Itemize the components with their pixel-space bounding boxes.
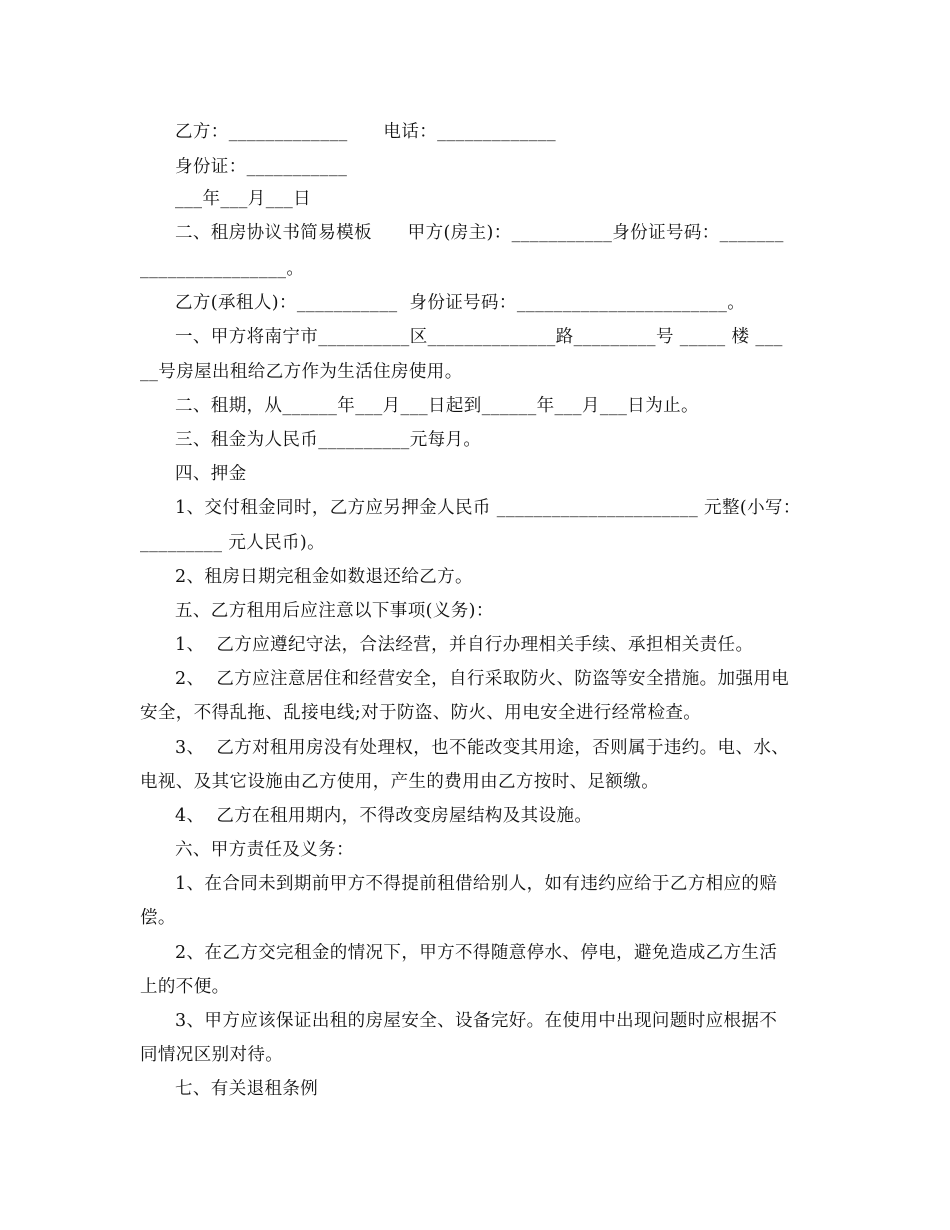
paragraph-line: 安全，不得乱拖、乱接电线;对于防盗、防火、用电安全进行经常检查。 [140, 703, 702, 723]
obligation-item-2: 2、 乙方应注意居住和经营安全，自行采取防火、防盗等安全措施。加强用电 [175, 669, 790, 689]
paragraph-line: 同情况区别对待。 [140, 1045, 284, 1065]
paragraph-line: 上的不便。 [140, 977, 230, 997]
clause-1-line: 一、甲方将南宁市__________区______________路_________号 _____ 楼 ___ [175, 327, 783, 347]
clause-4-deposit-heading: 四、押金 [175, 464, 247, 484]
paragraph-line: ________________。 [140, 259, 305, 279]
id-card-line: 身份证：___________ [175, 157, 348, 177]
clause-3-rent: 三、租金为人民币__________元每月。 [175, 430, 482, 450]
paragraph-line: __号房屋出租给乙方作为生活住房使用。 [140, 362, 463, 382]
clause-7-heading: 七、有关退租条例 [175, 1079, 319, 1099]
deposit-item-2: 2、租房日期完租金如数退还给乙方。 [175, 567, 473, 587]
obligation-item-1: 1、 乙方应遵纪守法，合法经营，并自行办理相关手续、承担相关责任。 [175, 635, 754, 655]
party-b-phone-line: 乙方：_____________ 电话：_____________ [175, 122, 557, 142]
landlord-item-3: 3、甲方应该保证出租的房屋安全、设备完好。在使用中出现问题时应根据不 [175, 1011, 778, 1031]
clause-5-heading: 五、乙方租用后应注意以下事项(义务)： [175, 601, 494, 621]
paragraph-line: _________ 元人民币)。 [140, 533, 326, 553]
landlord-item-2: 2、在乙方交完租金的情况下，甲方不得随意停水、停电，避免造成乙方生活 [175, 943, 778, 963]
obligation-item-3: 3、 乙方对租用房没有处理权，也不能改变其用途，否则属于违约。电、水、 [175, 738, 790, 758]
section-two-heading: 二、租房协议书简易模板 甲方(房主)：___________身份证号码：_______ [175, 223, 784, 243]
paragraph-line: 偿。 [140, 908, 176, 928]
clause-2-lease-term: 二、租期，从______年___月___日起到______年___月___日为止。 [175, 396, 699, 416]
paragraph-line: 电视、及其它设施由乙方使用，产生的费用由乙方按时、足额缴。 [140, 772, 660, 792]
landlord-item-1: 1、在合同未到期前甲方不得提前租借给别人，如有违约应给于乙方相应的赔 [175, 874, 778, 894]
deposit-item-1: 1、交付租金同时，乙方应另押金人民币 ______________________ 元整(小写： [175, 498, 801, 518]
tenant-line: 乙方(承租人)：___________ 身份证号码：_______________________。 [175, 293, 746, 313]
obligation-item-4: 4、 乙方在租用期内，不得改变房屋结构及其设施。 [175, 806, 593, 826]
clause-6-heading: 六、甲方责任及义务： [175, 840, 354, 860]
date-line: ___年___月___日 [175, 189, 312, 209]
